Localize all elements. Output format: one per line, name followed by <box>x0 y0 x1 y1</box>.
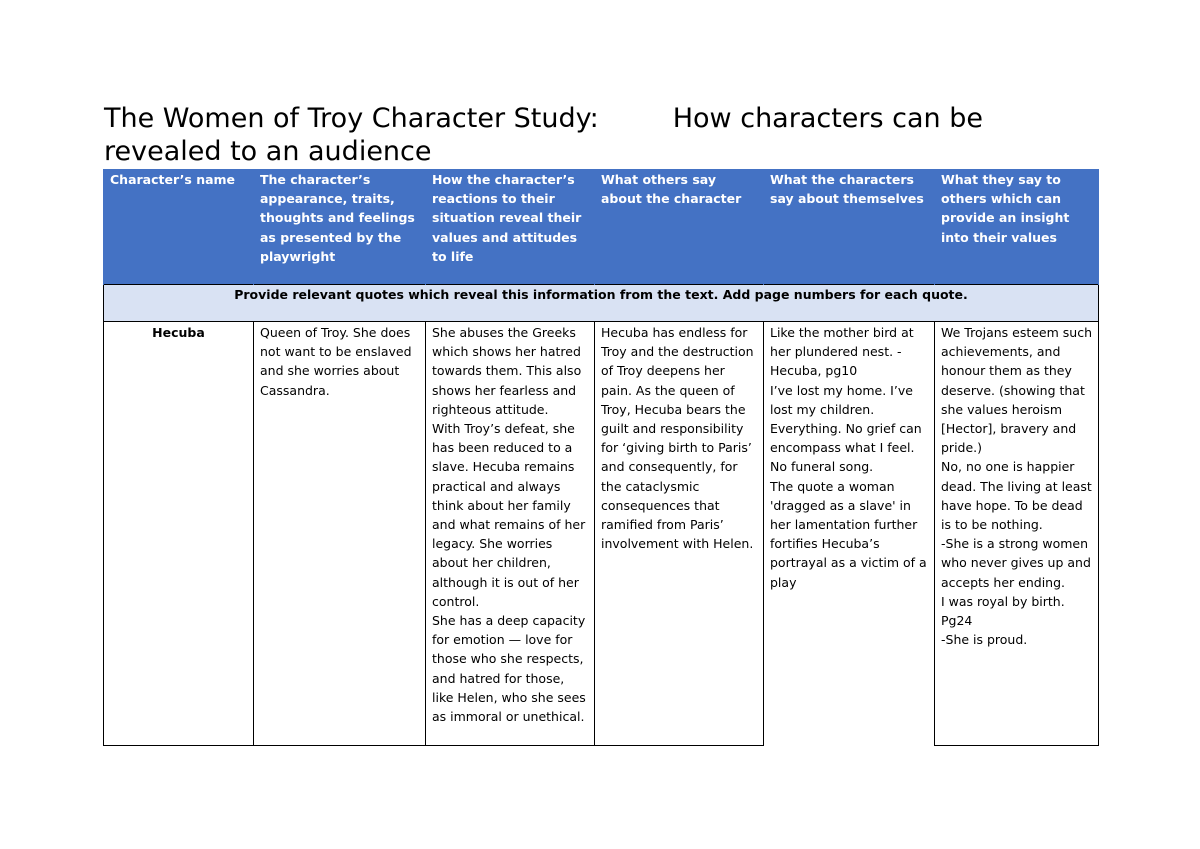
appearance-cell: Queen of Troy. She does not want to be enslaved and she worries about Cassandra. <box>254 322 426 746</box>
header-character-name: Character’s name <box>104 169 254 285</box>
reactions-cell: She abuses the Greeks which shows her hatred towards them. This also shows her fearless and righteous attitude. With Troy’s defeat, she has been reduced to a slave. Hecuba remains practical and always think about her family and what remains of her legacy. She worries about her children, although it is out of her control. She has a deep capacity for emotion — love for those who she respects, and hatred for those, like Helen, who she sees as immoral or unethical. <box>426 322 595 746</box>
to-others-cell: We Trojans esteem such achievements, and honour them as they deserve. (showing that she values heroism [Hector], bravery and pride.) No, no one is happier dead. The living at least have hope. To be dead is to be nothing. -She is a strong women who never gives up and accepts her ending. I was royal by birth. Pg24 -She is proud. <box>935 322 1099 746</box>
header-others-say: What others say about the character <box>595 169 764 285</box>
header-row <box>104 169 1099 285</box>
instruction-text: Provide relevant quotes which reveal this information from the text. Add page numbers for each quote. <box>104 285 1099 322</box>
title-part-2: How characters can be revealed to an audience <box>104 103 983 167</box>
page-title <box>104 102 1104 168</box>
others-say-cell: Hecuba has endless for Troy and the destruction of Troy deepens her pain. As the queen of Troy, Hecuba bears the guilt and responsibility for ‘giving birth to Paris’ and consequently, for the cataclysmic consequences that ramified from Paris’ involvement with Helen. <box>595 322 764 746</box>
character-study-table <box>103 169 1099 746</box>
header-reactions: How the character’s reactions to their situation reveal their values and attitudes to life <box>426 169 595 285</box>
self-say-cell: Like the mother bird at her plundered nest. - Hecuba, pg10 I’ve lost my home. I’ve lost my children. Everything. No grief can encompass what I feel. No funeral song. The quote a woman 'dragged as a slave' in her lamentation further fortifies Hecuba’s portrayal as a victim of a play <box>764 322 935 746</box>
table-row <box>104 322 1099 746</box>
character-name-cell: Hecuba <box>104 322 254 746</box>
instruction-row <box>104 285 1099 322</box>
header-self-say: What the characters say about themselves <box>764 169 935 285</box>
header-appearance: The character’s appearance, traits, thoughts and feelings as presented by the playwright <box>254 169 426 285</box>
header-to-others: What they say to others which can provide an insight into their values <box>935 169 1099 285</box>
title-part-1: The Women of Troy Character Study: <box>104 103 599 134</box>
